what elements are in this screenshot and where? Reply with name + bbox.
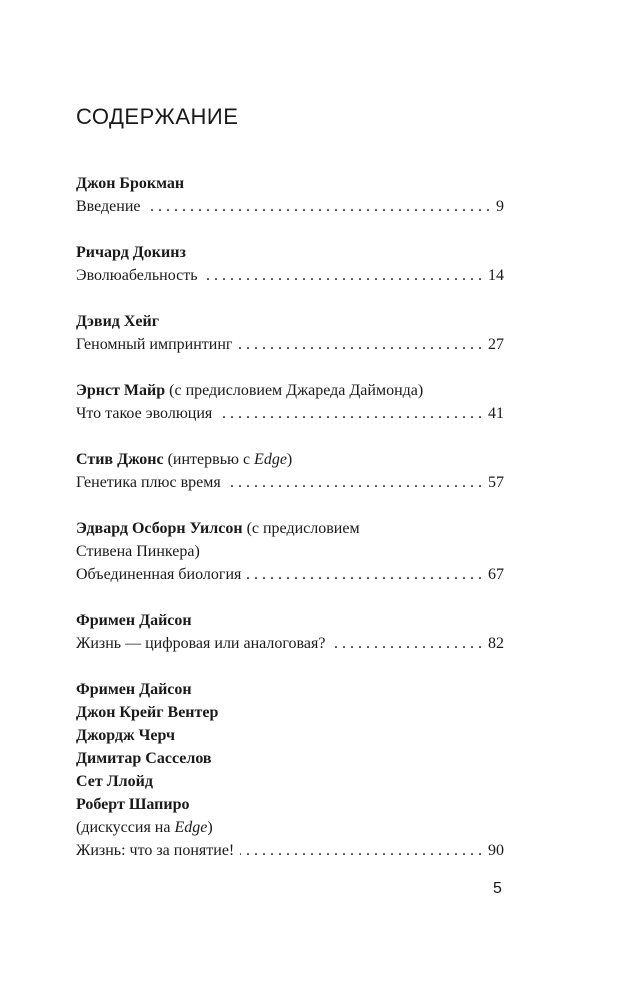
toc-line — [76, 333, 504, 356]
chapter-title: Жизнь: что за понятие! — [76, 842, 235, 859]
author-name: Димитар Сасселов — [76, 750, 212, 767]
note-prefix: (интервью с — [167, 451, 255, 468]
author-name: Джордж Черч — [76, 727, 175, 744]
author-line — [76, 379, 504, 402]
toc-line — [76, 471, 504, 494]
toc-line — [76, 402, 504, 425]
author-line — [76, 770, 504, 793]
author-line — [76, 678, 504, 701]
note-italic: Edge — [174, 819, 208, 836]
dot-leader — [247, 563, 482, 586]
author-name: Джон Крейг Вентер — [76, 704, 219, 721]
toc-line — [76, 264, 504, 287]
author-name: Стив Джонс — [76, 451, 164, 468]
author-note: (с предисловием Джареда Даймонда) — [169, 382, 424, 399]
dot-leader — [147, 195, 491, 218]
note-italic: Edge — [254, 451, 287, 468]
toc-title: СОДЕРЖАНИЕ — [76, 104, 239, 129]
author-note-continued — [76, 540, 504, 563]
author-line — [76, 747, 504, 770]
author-name: Фримен Дайсон — [76, 681, 192, 698]
toc-entry — [76, 172, 504, 218]
page-number: 90 — [488, 842, 504, 859]
toc-entry — [76, 310, 504, 356]
chapter-title: Объединенная биология — [76, 566, 242, 583]
folio-page-number: 5 — [493, 880, 502, 897]
page-number: 14 — [488, 267, 504, 284]
toc-entry — [76, 678, 504, 862]
toc-line — [76, 839, 504, 862]
toc-entry — [76, 379, 504, 425]
chapter-title: Жизнь — цифровая или аналоговая? — [76, 635, 326, 652]
page-number: 41 — [488, 405, 504, 422]
toc-entry — [76, 517, 504, 586]
dot-leader — [227, 471, 482, 494]
author-note-line — [76, 816, 504, 839]
author-line — [76, 701, 504, 724]
author-line — [76, 310, 504, 333]
author-line — [76, 724, 504, 747]
chapter-title: Генетика плюс время — [76, 474, 221, 491]
toc-line — [76, 563, 504, 586]
author-line — [76, 793, 504, 816]
toc-line — [76, 632, 504, 655]
author-note — [168, 451, 293, 468]
dot-leader — [331, 632, 482, 655]
author-name: Фримен Дайсон — [76, 612, 192, 629]
author-name: Роберт Шапиро — [76, 796, 190, 813]
dot-leader — [204, 264, 483, 287]
author-line — [76, 609, 504, 632]
note-suffix: ) — [286, 451, 293, 468]
page-number: 67 — [488, 566, 504, 583]
author-line — [76, 172, 504, 195]
chapter-title: Введение — [76, 198, 141, 215]
page-number: 27 — [488, 336, 504, 353]
author-note: (с предисловием — [246, 520, 360, 537]
author-note — [76, 819, 213, 836]
author-line — [76, 241, 504, 264]
author-name: Сет Ллойд — [76, 773, 153, 790]
toc-entry — [76, 609, 504, 655]
author-line — [76, 448, 504, 471]
toc-line — [76, 195, 504, 218]
author-line — [76, 517, 504, 540]
author-note-line2: Стивена Пинкера) — [76, 543, 200, 560]
author-name: Ричард Докинз — [76, 244, 186, 261]
page-number: 57 — [488, 474, 504, 491]
dot-leader — [218, 402, 482, 425]
toc-entries — [76, 172, 504, 885]
note-suffix: ) — [207, 819, 213, 836]
page-number: 9 — [496, 198, 504, 215]
author-name: Джон Брокман — [76, 175, 185, 192]
chapter-title: Геномный импринтинг — [76, 336, 233, 353]
chapter-title: Эволюабельность — [76, 267, 198, 284]
dot-leader — [238, 333, 482, 356]
author-name: Эдвард Осборн Уилсон — [76, 520, 243, 537]
dot-leader — [240, 839, 482, 862]
chapter-title: Что такое эволюция — [76, 405, 213, 422]
note-prefix: (дискуссия на — [76, 819, 175, 836]
page-number: 82 — [488, 635, 504, 652]
toc-entry — [76, 448, 504, 494]
author-name: Дэвид Хейг — [76, 313, 160, 330]
author-name: Эрнст Майр — [76, 382, 166, 399]
toc-entry — [76, 241, 504, 287]
